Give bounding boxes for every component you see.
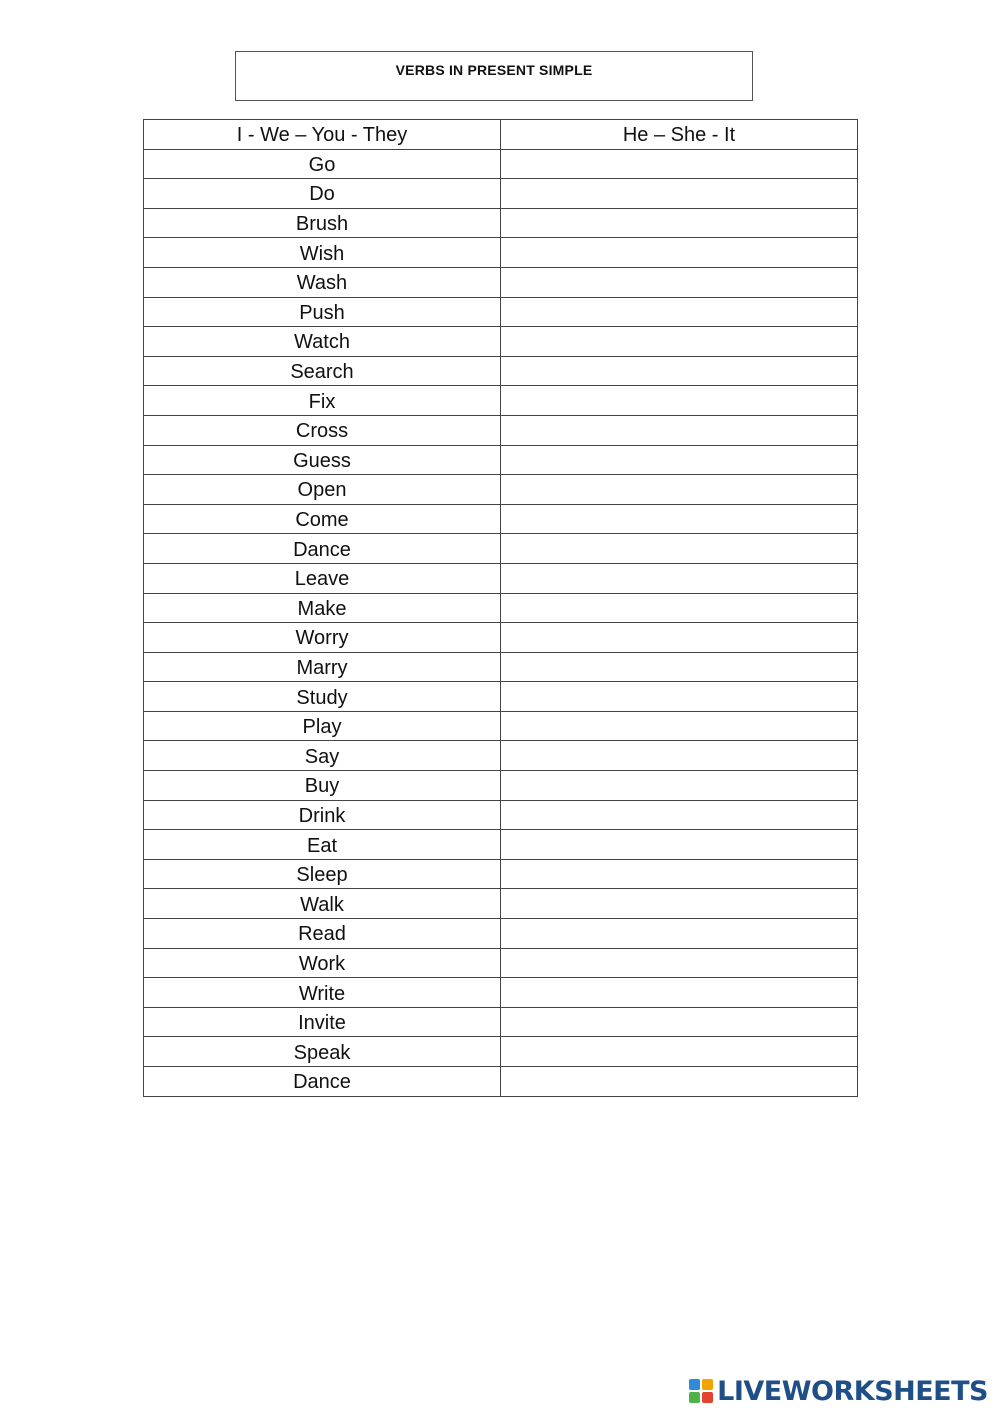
verb-answer-cell[interactable] [501,534,858,564]
verbs-table [143,119,858,1097]
verb-base-cell: Play [144,711,501,741]
verb-base-cell: Brush [144,208,501,238]
table-row [144,919,858,949]
liveworksheets-logo [689,1376,988,1406]
table-row [144,534,858,564]
verb-answer-cell[interactable] [501,475,858,505]
verb-answer-cell[interactable] [501,327,858,357]
brand-name: LIVEWORKSHEETS [717,1375,988,1407]
verb-base-cell: Drink [144,800,501,830]
verb-base-cell: Make [144,593,501,623]
verb-answer-cell[interactable] [501,800,858,830]
table-row [144,889,858,919]
table-row [144,593,858,623]
verb-base-cell: Write [144,978,501,1008]
table-row [144,563,858,593]
verb-base-cell: Speak [144,1037,501,1067]
table-row [144,179,858,209]
verb-base-cell: Walk [144,889,501,919]
liveworksheets-icon [689,1379,713,1403]
verb-base-cell: Search [144,356,501,386]
table-header-row [144,120,858,150]
verb-base-cell: Dance [144,1067,501,1097]
verb-answer-cell[interactable] [501,238,858,268]
table-row [144,623,858,653]
logo-square-1 [689,1379,700,1390]
verb-answer-cell[interactable] [501,652,858,682]
verb-answer-cell[interactable] [501,741,858,771]
table-row [144,1007,858,1037]
header-plural-subjects: I - We – You - They [144,120,501,150]
worksheet-title: VERBS IN PRESENT SIMPLE [395,62,593,78]
verb-base-cell: Marry [144,652,501,682]
table-row [144,267,858,297]
verb-base-cell: Eat [144,830,501,860]
verb-base-cell: Study [144,682,501,712]
table-row [144,504,858,534]
verb-base-cell: Worry [144,623,501,653]
verb-answer-cell[interactable] [501,1007,858,1037]
verb-base-cell: Say [144,741,501,771]
table-row [144,652,858,682]
verb-answer-cell[interactable] [501,593,858,623]
table-row [144,800,858,830]
verb-base-cell: Dance [144,534,501,564]
table-row [144,948,858,978]
table-row [144,445,858,475]
table-row [144,386,858,416]
verb-base-cell: Buy [144,771,501,801]
table-row [144,711,858,741]
header-third-person: He – She - It [501,120,858,150]
verb-answer-cell[interactable] [501,771,858,801]
table-row [144,415,858,445]
verb-answer-cell[interactable] [501,208,858,238]
verb-base-cell: Invite [144,1007,501,1037]
verb-base-cell: Do [144,179,501,209]
table-row [144,297,858,327]
verb-base-cell: Come [144,504,501,534]
verb-answer-cell[interactable] [501,179,858,209]
verb-answer-cell[interactable] [501,267,858,297]
verb-base-cell: Work [144,948,501,978]
table-row [144,1037,858,1067]
verb-answer-cell[interactable] [501,356,858,386]
verb-base-cell: Wish [144,238,501,268]
verb-rows [144,149,858,1096]
worksheet-title-box [235,51,753,101]
logo-square-3 [689,1392,700,1403]
verb-answer-cell[interactable] [501,149,858,179]
table-row [144,1067,858,1097]
verb-answer-cell[interactable] [501,919,858,949]
table-row [144,327,858,357]
verb-answer-cell[interactable] [501,978,858,1008]
table-row [144,771,858,801]
verb-answer-cell[interactable] [501,948,858,978]
table-row [144,741,858,771]
verb-answer-cell[interactable] [501,711,858,741]
logo-square-4 [702,1392,713,1403]
verb-answer-cell[interactable] [501,297,858,327]
verb-answer-cell[interactable] [501,623,858,653]
verb-base-cell: Read [144,919,501,949]
verb-base-cell: Guess [144,445,501,475]
verb-answer-cell[interactable] [501,445,858,475]
verb-base-cell: Leave [144,563,501,593]
table-row [144,978,858,1008]
verb-base-cell: Push [144,297,501,327]
verb-base-cell: Go [144,149,501,179]
table-row [144,208,858,238]
verb-answer-cell[interactable] [501,1037,858,1067]
verb-answer-cell[interactable] [501,504,858,534]
table-row [144,830,858,860]
verb-answer-cell[interactable] [501,1067,858,1097]
verb-answer-cell[interactable] [501,859,858,889]
logo-square-2 [702,1379,713,1390]
table-row [144,356,858,386]
verb-answer-cell[interactable] [501,386,858,416]
table-row [144,682,858,712]
verb-base-cell: Wash [144,267,501,297]
verb-base-cell: Sleep [144,859,501,889]
verb-base-cell: Fix [144,386,501,416]
verb-base-cell: Watch [144,327,501,357]
verb-answer-cell[interactable] [501,889,858,919]
verb-answer-cell[interactable] [501,682,858,712]
verb-base-cell: Cross [144,415,501,445]
table-row [144,238,858,268]
verb-base-cell: Open [144,475,501,505]
verb-answer-cell[interactable] [501,830,858,860]
table-row [144,475,858,505]
table-row [144,149,858,179]
table-row [144,859,858,889]
verb-answer-cell[interactable] [501,563,858,593]
verb-answer-cell[interactable] [501,415,858,445]
